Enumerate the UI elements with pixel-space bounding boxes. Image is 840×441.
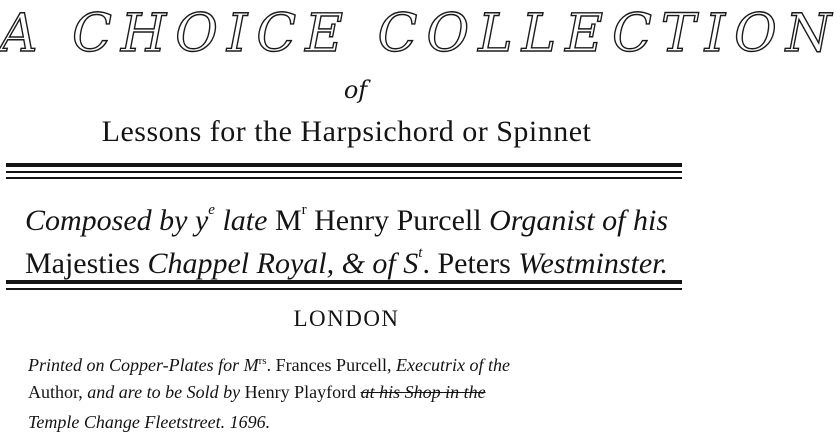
composer-line-2 xyxy=(0,235,693,282)
imprint-text: Henry Playford xyxy=(244,382,361,402)
composer-text: Organist of his xyxy=(489,204,669,237)
title-of: of xyxy=(343,76,368,104)
imprint-year: 1696. xyxy=(229,412,271,432)
composer-text: late xyxy=(214,204,275,237)
composer-text: Majesties xyxy=(24,247,148,280)
place-of-publication: LONDON xyxy=(293,306,400,331)
composer-text: Westminster. xyxy=(518,247,669,280)
imprint-line-3 xyxy=(28,411,688,433)
imprint-text: Author, xyxy=(28,382,88,402)
composer-line-1 xyxy=(0,192,693,239)
imprint-text: Temple Change Fleetstreet. xyxy=(28,412,230,432)
superscript: t xyxy=(418,245,423,261)
superscript: e xyxy=(208,202,215,218)
subtitle: Lessons for the Harpsichord or Spinnet xyxy=(101,115,592,148)
composer-name: Henry Purcell xyxy=(306,204,490,237)
superscript: rs xyxy=(258,355,267,367)
divider-rule xyxy=(6,177,682,179)
divider-rule xyxy=(6,280,682,284)
composer-text: M xyxy=(274,204,302,237)
imprint-text: . Frances Purcell, xyxy=(266,355,397,375)
imprint-line-2 xyxy=(28,381,688,403)
imprint-text: Printed on Copper-Plates for M xyxy=(28,355,259,375)
imprint-text: Executrix of the xyxy=(396,355,510,375)
composer-text: Chappel Royal, & of S xyxy=(147,247,419,280)
imprint-text: at his Shop in the xyxy=(360,382,486,402)
composer-text: . Peters xyxy=(422,247,519,280)
imprint-line-1 xyxy=(28,350,688,376)
superscript: r xyxy=(301,202,307,218)
composer-text: Composed by y xyxy=(24,204,209,237)
main-title: A CHOICE COLLECTION xyxy=(0,4,840,64)
divider-rule xyxy=(6,288,682,290)
divider-rule xyxy=(6,171,682,173)
imprint-text: and are to be Sold by xyxy=(87,382,245,402)
divider-rule xyxy=(6,163,682,167)
